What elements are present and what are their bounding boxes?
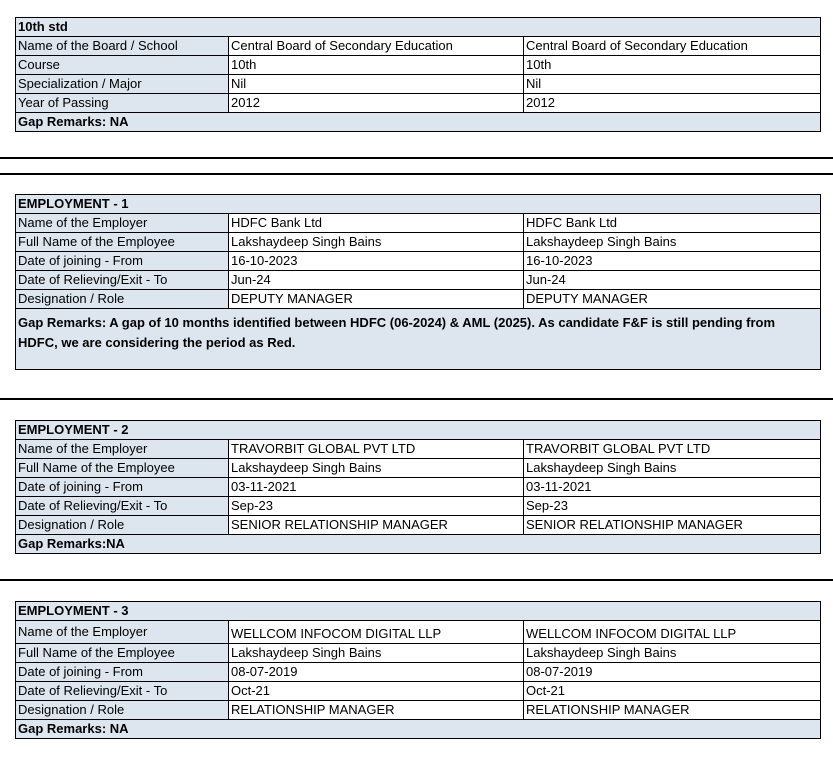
table-row: [16, 290, 821, 309]
table-row: [16, 516, 821, 535]
cell-value-1: HDFC Bank Ltd: [229, 214, 524, 233]
table-row: [16, 214, 821, 233]
section-divider: [0, 579, 833, 581]
cell-value-2: 03-11-2021: [524, 478, 821, 497]
cell-value-1: 03-11-2021: [229, 478, 524, 497]
row-label: Date of joining - From: [16, 478, 229, 497]
row-label: Date of Relieving/Exit - To: [16, 271, 229, 290]
education-section: [15, 17, 820, 132]
table-header-row: [16, 18, 821, 37]
employment-3-table: [15, 601, 821, 739]
table-header-row: [16, 602, 821, 621]
employment-2-table: [15, 420, 821, 554]
cell-value-2: SENIOR RELATIONSHIP MANAGER: [524, 516, 821, 535]
table-row: [16, 94, 821, 113]
remarks-row: [16, 720, 821, 739]
cell-value-1: Lakshaydeep Singh Bains: [229, 233, 524, 252]
cell-value-1: Central Board of Secondary Education: [229, 37, 524, 56]
cell-value-1: 08-07-2019: [229, 663, 524, 682]
row-label: Year of Passing: [16, 94, 229, 113]
cell-value-2: HDFC Bank Ltd: [524, 214, 821, 233]
row-label: Date of Relieving/Exit - To: [16, 497, 229, 516]
table-row: [16, 252, 821, 271]
cell-value-2: Lakshaydeep Singh Bains: [524, 233, 821, 252]
cell-value-1: Oct-21: [229, 682, 524, 701]
row-label: Full Name of the Employee: [16, 459, 229, 478]
section-title: 10th std: [16, 18, 821, 37]
row-label: Full Name of the Employee: [16, 233, 229, 252]
table-row: [16, 701, 821, 720]
cell-value-2: 16-10-2023: [524, 252, 821, 271]
table-row: [16, 497, 821, 516]
table-header-row: [16, 421, 821, 440]
table-row: [16, 663, 821, 682]
row-label: Designation / Role: [16, 701, 229, 720]
cell-value-2: Sep-23: [524, 497, 821, 516]
cell-value-2: 10th: [524, 56, 821, 75]
cell-value-1: 2012: [229, 94, 524, 113]
cell-value-2: Central Board of Secondary Education: [524, 37, 821, 56]
table-row: [16, 75, 821, 94]
row-label: Name of the Employer: [16, 440, 229, 459]
section-title: EMPLOYMENT - 3: [16, 602, 821, 621]
row-label: Name of the Employer: [16, 621, 229, 644]
table-row: [16, 621, 821, 644]
employment-3-section: [15, 601, 820, 739]
cell-value-1: 16-10-2023: [229, 252, 524, 271]
row-label: Date of joining - From: [16, 663, 229, 682]
section-divider: [0, 173, 833, 175]
cell-value-2: RELATIONSHIP MANAGER: [524, 701, 821, 720]
table-row: [16, 644, 821, 663]
employment-2-section: [15, 420, 820, 554]
cell-value-2: Nil: [524, 75, 821, 94]
cell-value-2: TRAVORBIT GLOBAL PVT LTD: [524, 440, 821, 459]
row-label: Name of the Board / School: [16, 37, 229, 56]
cell-value-1: DEPUTY MANAGER: [229, 290, 524, 309]
cell-value-2: Lakshaydeep Singh Bains: [524, 644, 821, 663]
cell-value-2: Oct-21: [524, 682, 821, 701]
row-label: Date of joining - From: [16, 252, 229, 271]
remarks-row: [16, 535, 821, 554]
cell-value-1: RELATIONSHIP MANAGER: [229, 701, 524, 720]
cell-value-1: TRAVORBIT GLOBAL PVT LTD: [229, 440, 524, 459]
cell-value-1: SENIOR RELATIONSHIP MANAGER: [229, 516, 524, 535]
education-table: [15, 17, 821, 132]
table-row: [16, 459, 821, 478]
section-divider: [0, 157, 833, 159]
table-header-row: [16, 195, 821, 214]
table-row: [16, 440, 821, 459]
cell-value-1: Lakshaydeep Singh Bains: [229, 644, 524, 663]
gap-remarks: Gap Remarks:NA: [16, 535, 821, 554]
table-row: [16, 478, 821, 497]
table-row: [16, 271, 821, 290]
row-label: Full Name of the Employee: [16, 644, 229, 663]
table-row: [16, 233, 821, 252]
cell-value-1: Jun-24: [229, 271, 524, 290]
cell-value-2: 08-07-2019: [524, 663, 821, 682]
cell-value-1: Nil: [229, 75, 524, 94]
gap-remarks: Gap Remarks: A gap of 10 months identified between HDFC (06-2024) & AML (2025). As candidate F&F is still pending from HDFC, we are considering the period as Red.: [16, 309, 821, 370]
row-label: Course: [16, 56, 229, 75]
cell-value-2: DEPUTY MANAGER: [524, 290, 821, 309]
cell-value-2: Lakshaydeep Singh Bains: [524, 459, 821, 478]
table-row: [16, 56, 821, 75]
cell-value-1: Lakshaydeep Singh Bains: [229, 459, 524, 478]
remarks-row: [16, 113, 821, 132]
row-label: Designation / Role: [16, 290, 229, 309]
cell-value-1: WELLCOM INFOCOM DIGITAL LLP: [229, 621, 524, 644]
employment-1-section: [15, 194, 820, 370]
employment-1-table: [15, 194, 821, 370]
row-label: Designation / Role: [16, 516, 229, 535]
row-label: Name of the Employer: [16, 214, 229, 233]
section-title: EMPLOYMENT - 1: [16, 195, 821, 214]
cell-value-2: WELLCOM INFOCOM DIGITAL LLP: [524, 621, 821, 644]
cell-value-2: Jun-24: [524, 271, 821, 290]
section-title: EMPLOYMENT - 2: [16, 421, 821, 440]
table-row: [16, 37, 821, 56]
cell-value-2: 2012: [524, 94, 821, 113]
row-label: Specialization / Major: [16, 75, 229, 94]
section-divider: [0, 398, 833, 400]
row-label: Date of Relieving/Exit - To: [16, 682, 229, 701]
gap-remarks: Gap Remarks: NA: [16, 113, 821, 132]
remarks-row: [16, 309, 821, 370]
table-row: [16, 682, 821, 701]
gap-remarks: Gap Remarks: NA: [16, 720, 821, 739]
cell-value-1: 10th: [229, 56, 524, 75]
cell-value-1: Sep-23: [229, 497, 524, 516]
